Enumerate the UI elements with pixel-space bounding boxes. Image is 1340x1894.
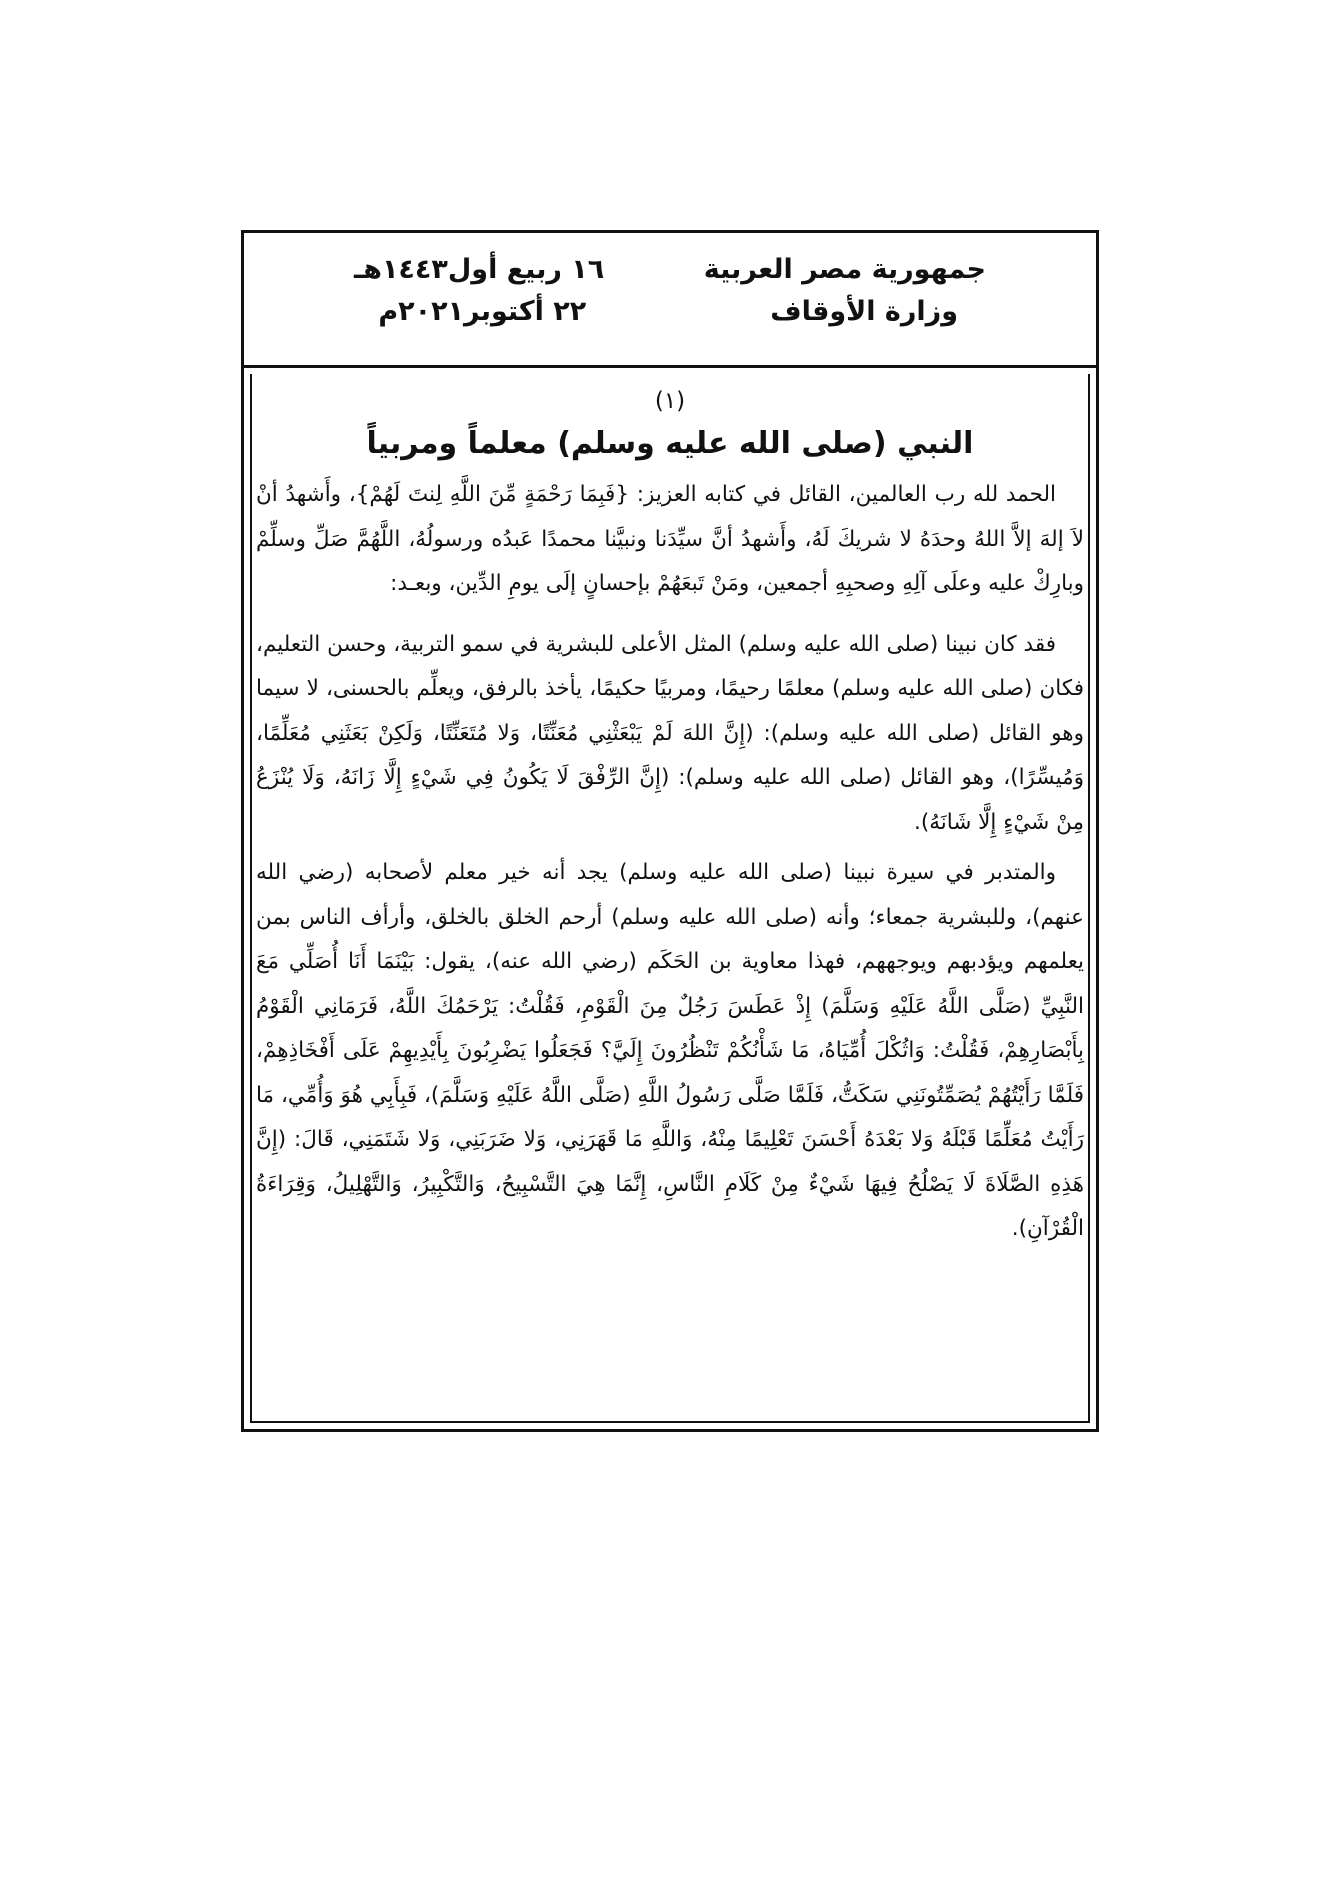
paragraph-prophet-as-teacher: فقد كان نبينا (صلى الله عليه وسلم) المثل الأعلى للبشرية في سمو التربية، وحسن التعليم، فكان (صلى الله عليه وسلم) معلمًا رحيمًا، ومربيًا حكيمًا، يأخذ بالرفق، ويعلِّم بالحسنى، لا سيما وهو القائل (صلى الله عليه وسلم): (إِنَّ اللهَ لَمْ يَبْعَثْنِي مُعَنِّتًا، وَلا مُتَعَنِّتًا، وَلَكِنْ بَعَثَنِي مُعَلِّمًا، وَمُيسِّرًا)، وهو القائل (صلى الله عليه وسلم): (إِنَّ الرِّفْقَ لَا يَكُونُ فِي شَيْءٍ إِلَّا زَانَهُ، وَلَا يُنْزَعُ مِنْ شَيْءٍ إِلَّا شَانَهُ). xyxy=(256,631,1084,835)
paragraph-muawiya-hadith: والمتدبر في سيرة نبينا (صلى الله عليه وسلم) يجد أنه خير معلم لأصحابه (رضي الله عنهم)، وللبشرية جمعاء؛ وأنه (صلى الله عليه وسلم) أرحم الخلق بالخلق، وأرأف الناس بمن يعلمهم ويؤدبهم ويوجههم، فهذا معاوية بن الحَكَم (رضي الله عنه)، يقول: بَيْنَمَا أَنَا أُصَلِّي مَعَ النَّبِيِّ (صَلَّى اللَّهُ عَلَيْهِ وَسَلَّمَ) إِذْ عَطَسَ رَجُلٌ مِنَ الْقَوْمِ، فَقُلْتُ: يَرْحَمُكَ اللَّهُ، فَرَمَانِي الْقَوْمُ بِأَبْصَارِهِمْ، فَقُلْتُ: وَاثُكْلَ أُمِّيَاهُ، مَا شَأْنُكُمْ تَنْظُرُونَ إِلَيَّ؟ فَجَعَلُوا يَضْرِبُونَ بِأَيْدِيهِمْ عَلَى أَفْخَاذِهِمْ، فَلَمَّا رَأَيْتُهُمْ يُصَمِّتُونَنِي سَكَتُّ، فَلَمَّا صَلَّى رَسُولُ اللَّهِ (صَلَّى اللَّهُ عَلَيْهِ وَسَلَّمَ)، فَبِأَبِي هُوَ وَأُمِّي، مَا رَأَيْتُ مُعَلِّمًا قَبْلَهُ وَلا بَعْدَهُ أَحْسَنَ تَعْلِيمًا مِنْهُ، وَاللَّهِ مَا قَهَرَنِي، وَلا ضَرَبَنِي، وَلا شَتَمَنِي، قَالَ: (إِنَّ هَذِهِ الصَّلَاةَ لَا يَصْلُحُ فِيهَا شَيْءٌ مِنْ كَلَامِ النَّاسِ، إِنَّمَا هِيَ التَّسْبِيحُ، وَالتَّكْبِيرُ، وَالتَّهْلِيلُ، وَقِرَاءَةُ الْقُرْآنِ). xyxy=(256,860,1084,1241)
hijri-date: ١٦ ربيع أول١٤٤٣هـ xyxy=(354,254,605,285)
sermon-title: النبي (صلى الله عليه وسلم) معلماً ومربياً xyxy=(366,426,974,461)
ministry-name: وزارة الأوقاف xyxy=(770,296,958,327)
sermon-body xyxy=(256,383,1084,1254)
document-header xyxy=(244,233,1096,368)
date-block xyxy=(354,249,604,333)
gregorian-date: ٢٢ أكتوبر٢٠٢١م xyxy=(378,296,587,327)
issuer-block xyxy=(704,249,986,333)
sermon-number: (١) xyxy=(654,388,686,414)
paragraph-opening: الحمد لله رب العالمين، القائل في كتابه العزيز: {فَبِمَا رَحْمَةٍ مِّنَ اللَّهِ لِنتَ لَهُمْ}، وأَشهدُ أنْ لاَ إلهَ إلاَّ اللهُ وحدَهُ لا شريكَ لَهُ، وأَشهدُ أنَّ سيِّدَنا ونبيَّنا محمدًا عَبدُه ورسولُهُ، اللَّهُمَّ صَلِّ وسلِّمْ وبارِكْ عليه وعلَى آلِهِ وصحبِهِ أجمعين، ومَنْ تَبعَهُمْ بإحسانٍ إلَى يومِ الدِّين، وبعـد: xyxy=(256,482,1084,596)
country-name: جمهورية مصر العربية xyxy=(703,254,986,285)
sermon-frame xyxy=(241,230,1099,1432)
